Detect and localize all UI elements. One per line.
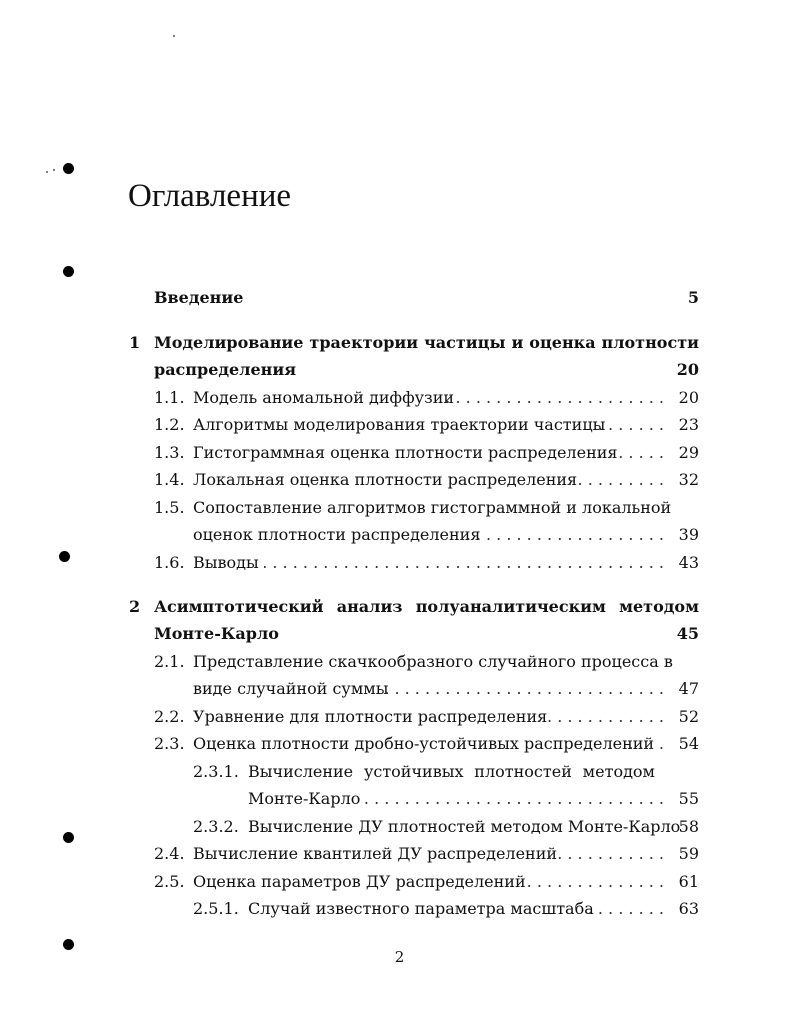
section-label: Уравнение для плотности распределения <box>193 707 548 726</box>
toc-chapter-1-cont[interactable] <box>154 357 699 383</box>
toc-chapter-2[interactable] <box>129 594 699 620</box>
dot-leader <box>364 786 664 812</box>
section-label: Оценка плотности дробно-устойчивых распределений <box>193 734 655 753</box>
section-page: 23 <box>678 415 699 434</box>
dot-leader <box>624 731 664 757</box>
toc-section[interactable] <box>154 550 699 576</box>
toc-chapter-2-cont[interactable] <box>154 621 699 647</box>
toc-intro[interactable] <box>154 285 699 311</box>
toc-subsection[interactable] <box>154 759 699 785</box>
section-page: 29 <box>678 443 699 462</box>
section-number: 1.2. <box>154 415 185 434</box>
toc-section[interactable] <box>154 731 699 757</box>
subsection-number: 2.3.2. <box>193 817 239 836</box>
section-page: 39 <box>678 525 699 544</box>
toc-section[interactable] <box>154 440 699 466</box>
chapter-title-line-2: Монте-Карло <box>154 624 279 643</box>
chapter-number: 1 <box>129 333 141 352</box>
dot-leader <box>384 676 664 702</box>
section-number: 1.4. <box>154 470 185 489</box>
dot-leader <box>534 704 664 730</box>
toc-section[interactable] <box>154 704 699 730</box>
dot-leader <box>584 412 664 438</box>
scan-speck <box>173 35 175 37</box>
binding-hole-1 <box>63 163 74 174</box>
binding-hole-2 <box>63 266 74 277</box>
section-label-line-2: оценок плотности распределения <box>193 525 481 544</box>
subsection-label: Вычисление ДУ плотностей методом Монте-Карло <box>248 817 681 836</box>
chapter-number: 2 <box>129 597 141 616</box>
toc-section[interactable] <box>154 495 699 521</box>
section-label: Гистограммная оценка плотности распределения <box>193 443 618 462</box>
toc-chapter-1[interactable] <box>129 330 699 356</box>
subsection-label-line-2: Монте-Карло <box>248 789 361 808</box>
dot-leader <box>444 385 664 411</box>
dot-leader <box>264 550 664 576</box>
toc-section[interactable] <box>154 841 699 867</box>
subsection-number: 2.3.1. <box>193 762 239 781</box>
section-number: 1.6. <box>154 553 185 572</box>
section-number: 1.3. <box>154 443 185 462</box>
section-number: 2.2. <box>154 707 185 726</box>
section-label: Алгоритмы моделирования траектории частицы <box>193 415 606 434</box>
dot-leader <box>524 869 664 895</box>
chapter-title-line-2: распределения <box>154 360 297 379</box>
chapter-title-line-1: Асимптотический анализ полуаналитическим методом <box>154 597 699 616</box>
toc-subsection[interactable] <box>154 896 699 922</box>
section-label: Вычисление квантилей ДУ распределений <box>193 844 558 863</box>
section-label: Выводы <box>193 553 259 572</box>
binding-hole-4 <box>63 832 74 843</box>
page-title: Оглавление <box>128 178 292 214</box>
section-number: 2.4. <box>154 844 185 863</box>
toc-section-cont[interactable] <box>154 676 699 702</box>
toc-section[interactable] <box>154 869 699 895</box>
section-page: 63 <box>678 899 699 918</box>
section-page: 32 <box>678 470 699 489</box>
binding-hole-3 <box>59 551 70 562</box>
section-number: 1.1. <box>154 388 185 407</box>
subsection-label: Случай известного параметра масштаба <box>248 899 594 918</box>
chapter-page: 20 <box>676 360 699 379</box>
toc-intro-page: 5 <box>687 288 699 307</box>
section-label-line-1: Сопоставление алгоритмов гистограммной и локальной <box>193 498 672 517</box>
dot-leader <box>599 440 664 466</box>
section-page: 20 <box>678 388 699 407</box>
dot-leader <box>464 522 664 548</box>
dot-leader <box>569 467 664 493</box>
section-label: Оценка параметров ДУ распределений <box>193 872 526 891</box>
section-page: 43 <box>678 553 699 572</box>
subsection-number: 2.5.1. <box>193 899 239 918</box>
section-label-line-1: Представление скачкообразного случайного процесса в <box>193 652 673 671</box>
section-page: 52 <box>678 707 699 726</box>
toc-subsection[interactable] <box>154 814 699 840</box>
scan-speck <box>53 169 55 171</box>
section-page: 55 <box>678 789 699 808</box>
page-number: 2 <box>394 948 405 966</box>
toc-section-cont[interactable] <box>154 522 699 548</box>
section-label: Модель аномальной диффузии <box>193 388 455 407</box>
section-page: 54 <box>678 734 699 753</box>
chapter-page: 45 <box>676 624 699 643</box>
section-number: 2.1. <box>154 652 185 671</box>
dot-leader <box>544 841 664 867</box>
toc-section[interactable] <box>154 467 699 493</box>
section-page: 61 <box>678 872 699 891</box>
toc-section[interactable] <box>154 412 699 438</box>
toc-section[interactable] <box>154 649 699 675</box>
section-page: 58 <box>678 817 699 836</box>
dot-leader <box>589 896 664 922</box>
section-number: 2.5. <box>154 872 185 891</box>
subsection-label-line-1: Вычисление устойчивых плотностей методом <box>248 762 655 781</box>
section-page: 47 <box>678 679 699 698</box>
section-page: 59 <box>678 844 699 863</box>
scan-speck <box>46 171 48 173</box>
section-label-line-2: виде случайной суммы <box>193 679 389 698</box>
toc-section[interactable] <box>154 385 699 411</box>
section-label: Локальная оценка плотности распределения <box>193 470 578 489</box>
toc-intro-label: Введение <box>154 288 244 307</box>
chapter-title-line-1: Моделирование траектории частицы и оценка плотности <box>154 333 699 352</box>
toc-subsection-cont[interactable] <box>154 786 699 812</box>
section-number: 2.3. <box>154 734 185 753</box>
section-number: 1.5. <box>154 498 185 517</box>
